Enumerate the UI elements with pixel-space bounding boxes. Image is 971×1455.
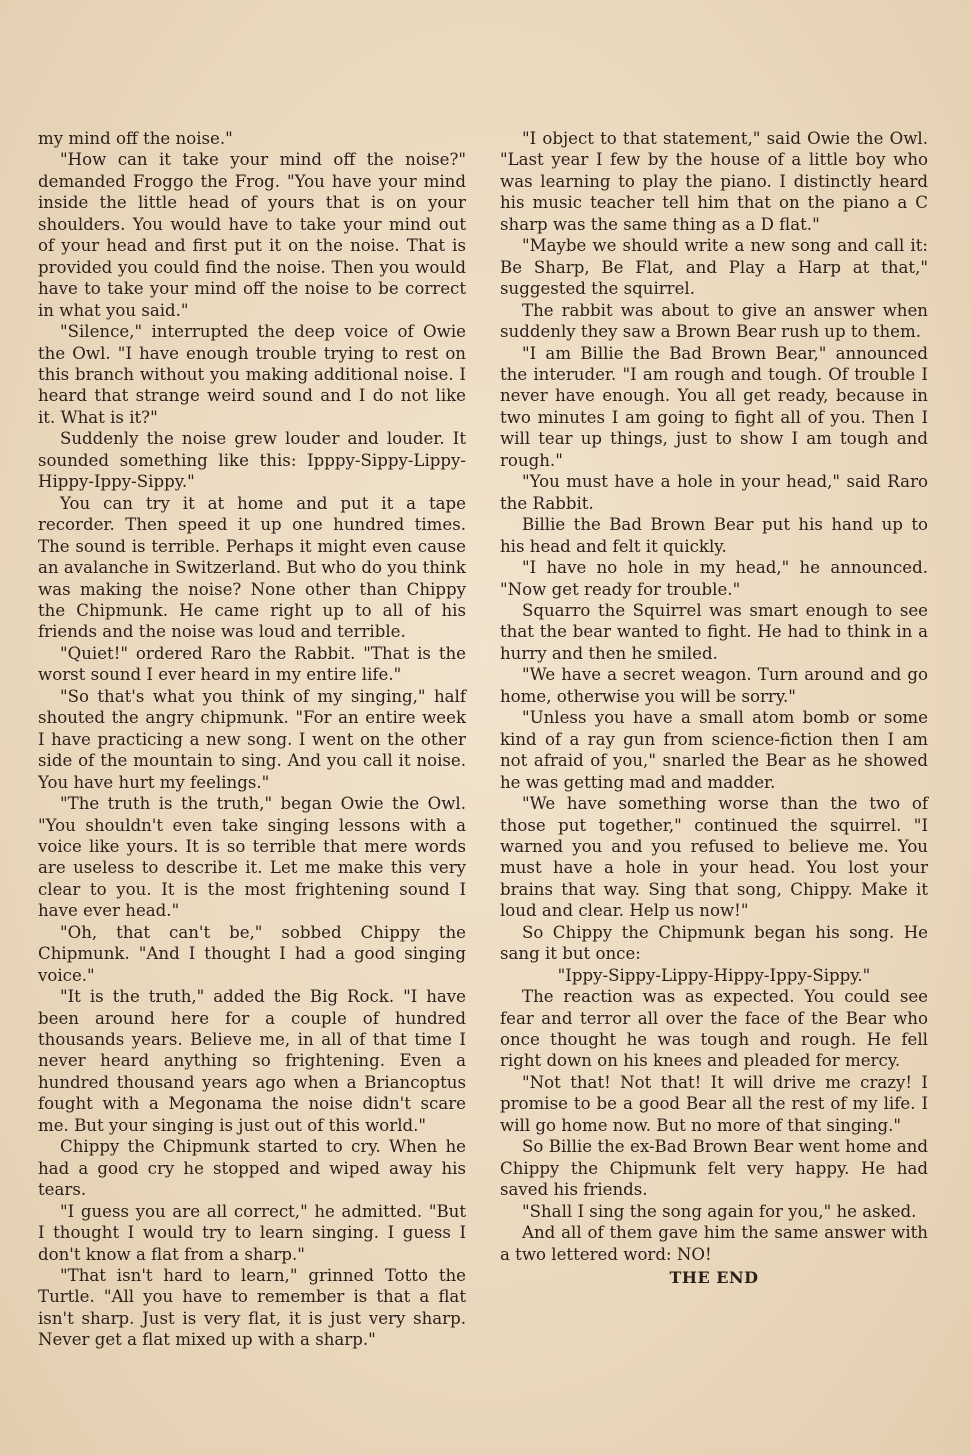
- paragraph: And all of them gave him the same answer with a two lettered word: NO!: [500, 1223, 928, 1264]
- paragraph: "That isn't hard to learn," grinned Totto the Turtle. "All you have to remember is that a flat isn't sharp. Just is very flat, it is just very sharp. Never get a flat mixed up with a sharp.": [38, 1266, 466, 1350]
- paragraph: So Chippy the Chipmunk began his song. He sang it but once:: [500, 922, 928, 964]
- paragraph: The rabbit was about to give an answer when suddenly they saw a Brown Bear rush up to them.: [500, 300, 928, 342]
- left-text-column: [38, 128, 466, 1351]
- paragraph: "Oh, that can't be," sobbed Chippy the Chipmunk. "And I thought I had a good singing voice.": [38, 922, 466, 985]
- paragraph: "I object to that statement," said Owie the Owl. "Last year I few by the house of a little boy who was learning to play the piano. I distinctly heard his music teacher tell him that on the piano a C sharp was the same thing as a D flat.": [500, 129, 928, 234]
- right-text-column: [500, 128, 928, 1288]
- paragraph: "It is the truth," added the Big Rock. "I have been around here for a couple of hundred thousands years. Believe me, in all of that time I never heard anything so frightening. Even a hundred thousand years ago when a Briancoptus fought with a Megonama the noise didn't scare me. But your singing is just out of this world.": [38, 987, 466, 1135]
- the-end-heading: THE END: [669, 1268, 759, 1288]
- paragraph: "Silence," interrupted the deep voice of Owie the Owl. "I have enough trouble trying to rest on this branch without you making additional noise. I heard that strange weird sound and I do not like it. What is it?": [38, 322, 466, 427]
- paragraph: "I guess you are all correct," he admitted. "But I thought I would try to learn singing. I guess I don't know a flat from a sharp.": [38, 1201, 466, 1264]
- paragraph: "Unless you have a small atom bomb or some kind of a ray gun from science-fiction then I am not afraid of you," snarled the Bear as he showed he was getting mad and madder.: [500, 708, 928, 792]
- paragraph: "I am Billie the Bad Brown Bear," announced the interuder. "I am rough and tough. Of trouble I never have enough. You all get ready, because in two minutes I am going to fight all of you. Then I will tear up things, just to show I am tough and rough.": [500, 343, 928, 470]
- paragraph: "We have a secret weagon. Turn around and go home, otherwise you will be sorry.": [500, 665, 928, 706]
- paragraph: Suddenly the noise grew louder and louder. It sounded something like this: Ipppy-Sippy-Lippy-Hippy-Ippy-Sippy.": [38, 429, 466, 492]
- paragraph: The reaction was as expected. You could see fear and terror all over the face of the Bear who once thought he was tough and rough. He fell right down on his knees and pleaded for mercy.: [500, 987, 928, 1071]
- paragraph: "So that's what you think of my singing," half shouted the angry chipmunk. "For an entire week I have practicing a new song. I went on the other side of the mountain to sing. And you call it noise. You have hurt my feelings.": [38, 686, 466, 792]
- paragraph: "You must have a hole in your head," said Raro the Rabbit.: [500, 472, 928, 513]
- paragraph: Squarro the Squirrel was smart enough to see that the bear wanted to fight. He had to think in a hurry and then he smiled.: [500, 600, 928, 663]
- paragraph: "Quiet!" ordered Raro the Rabbit. "That is the worst sound I ever heard in my entire life.": [38, 643, 466, 685]
- paragraph: "Shall I sing the song again for you," he asked.: [522, 1201, 917, 1221]
- paragraph: You can try it at home and put it a tape recorder. Then speed it up one hundred times. The sound is terrible. Perhaps it might even cause an avalanche in Switzerland. But who do you think was making the noise? None other than Chippy the Chipmunk. He came right up to all of his friends and the noise was loud and terrible.: [38, 493, 466, 642]
- song-line: "Ippy-Sippy-Lippy-Hippy-Ippy-Sippy.": [557, 965, 871, 985]
- paragraph: "I have no hole in my head," he announced. "Now get ready for trouble.": [500, 558, 928, 599]
- paragraph: "How can it take your mind off the noise?" demanded Froggo the Frog. "You have your mind inside the little head of yours that is on your shoulders. You would have to take your mind out of your head and first put it on the noise. That is provided you could find the noise. Then you would have to take your mind off the noise to be correct in what you said.": [38, 150, 466, 320]
- paragraph: "The truth is the truth," began Owie the Owl. "You shouldn't even take singing lessons with a voice like yours. It is so terrible that mere words are useless to describe it. Let me make this very clear to you. It is the most frightening sound I have ever head.": [38, 794, 466, 921]
- paragraph: Billie the Bad Brown Bear put his hand up to his head and felt it quickly.: [500, 515, 928, 556]
- paragraph: So Billie the ex-Bad Brown Bear went home and Chippy the Chipmunk felt very happy. He had saved his friends.: [500, 1137, 928, 1200]
- paragraph: "Not that! Not that! It will drive me crazy! I promise to be a good Bear all the rest of my life. I will go home now. But no more of that singing.": [500, 1072, 928, 1135]
- paragraph: Chippy the Chipmunk started to cry. When he had a good cry he stopped and wiped away his tears.: [38, 1137, 466, 1200]
- paragraph: "Maybe we should write a new song and call it: Be Sharp, Be Flat, and Play a Harp at that," suggested the squirrel.: [500, 236, 928, 299]
- paragraph: "We have something worse than the two of those put together," continued the squirrel. "I warned you and you refused to believe me. You must have a hole in your head. You lost your brains that way. Sing that song, Chippy. Make it loud and clear. Help us now!": [500, 794, 928, 921]
- paragraph: my mind off the noise.": [38, 129, 233, 148]
